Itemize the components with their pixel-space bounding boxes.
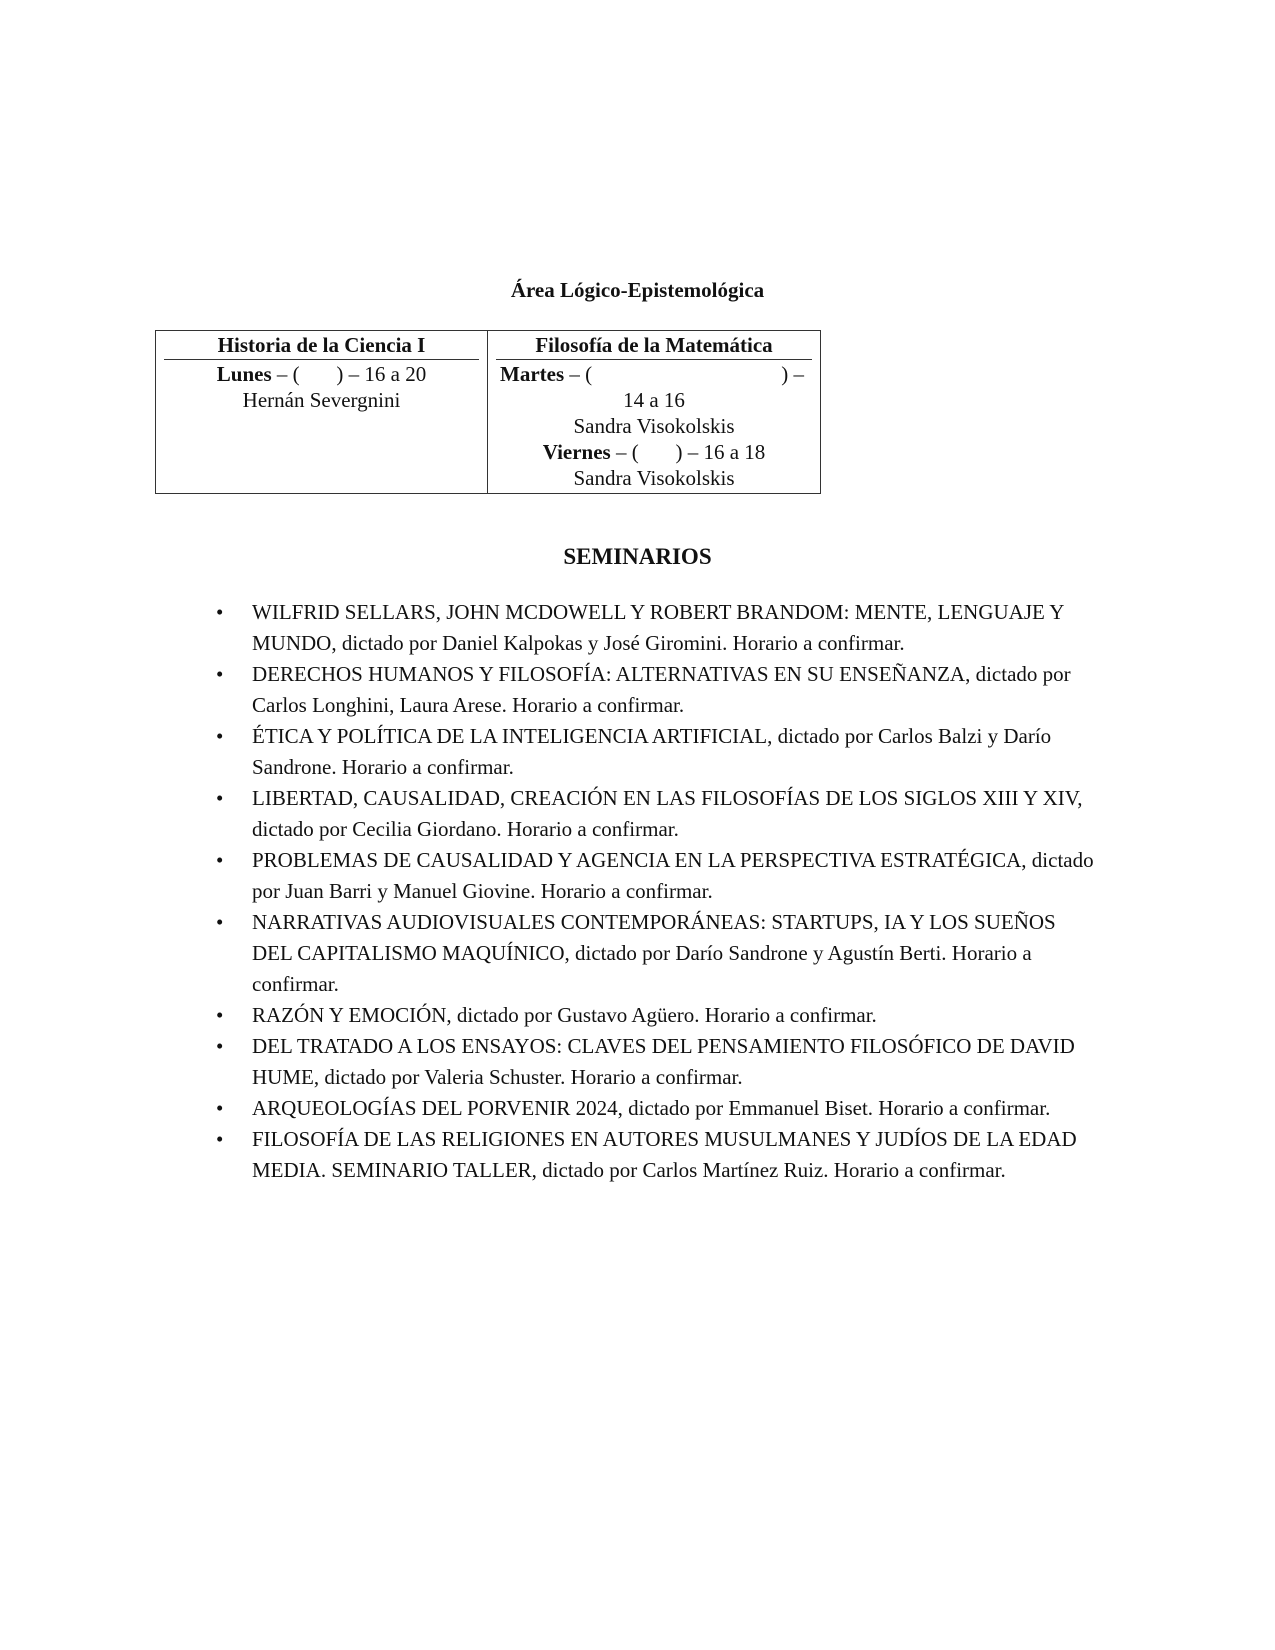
course-cell-matematica: [488, 331, 820, 493]
bullet-icon: •: [216, 786, 224, 810]
seminario-text: RAZÓN Y EMOCIÓN, dictado por Gustavo Agüero. Horario a confirmar.: [252, 1003, 877, 1027]
schedule-time: – ( ) – 16 a 20: [271, 362, 427, 386]
teacher-name: Sandra Visokolskis: [573, 414, 735, 438]
list-item: [216, 1031, 1096, 1093]
teacher-name: Sandra Visokolskis: [573, 466, 735, 490]
seminario-text: ARQUEOLOGÍAS DEL PORVENIR 2024, dictado por Emmanuel Biset. Horario a confirmar.: [252, 1096, 1051, 1120]
bullet-icon: •: [216, 1003, 224, 1027]
list-item: [216, 1124, 1096, 1186]
course-heading: Historia de la Ciencia I: [164, 331, 479, 360]
bullet-icon: •: [216, 600, 224, 624]
list-item: [216, 721, 1096, 783]
seminario-text: ÉTICA Y POLÍTICA DE LA INTELIGENCIA ARTIFICIAL, dictado por Carlos Balzi y Darío Sandrone. Horario a confirmar.: [252, 724, 1052, 779]
schedule-line: [496, 439, 812, 465]
course-table: [155, 330, 821, 494]
course-heading: Filosofía de la Matemática: [496, 331, 812, 360]
schedule-day: Martes: [500, 362, 565, 386]
bullet-icon: •: [216, 910, 224, 934]
bullet-icon: •: [216, 724, 224, 748]
schedule-close: ) –: [781, 362, 804, 386]
seminarios-title: SEMINARIOS: [563, 544, 712, 569]
schedule-line: [496, 361, 812, 387]
bullet-icon: •: [216, 848, 224, 872]
list-item: [216, 659, 1096, 721]
seminarios-list: [216, 597, 1096, 1186]
schedule-open: – (: [564, 362, 593, 386]
area-title: Área Lógico-Epistemológica: [510, 278, 765, 302]
seminario-text: FILOSOFÍA DE LAS RELIGIONES EN AUTORES MUSULMANES Y JUDÍOS DE LA EDAD MEDIA. SEMINARIO TALLER, dictado por Carlos Martínez Ruiz. Horario a confirmar.: [252, 1127, 1077, 1182]
course-cell-historia: [156, 331, 488, 493]
list-item: [216, 1093, 1096, 1124]
teacher-name: Hernán Severgnini: [242, 388, 401, 412]
bullet-icon: •: [216, 1034, 224, 1058]
seminario-text: NARRATIVAS AUDIOVISUALES CONTEMPORÁNEAS: STARTUPS, IA Y LOS SUEÑOS DEL CAPITALISMO MAQUÍNICO, dictado por Darío Sandrone y Agustín Berti. Horario a confirmar.: [252, 910, 1056, 996]
seminario-text: LIBERTAD, CAUSALIDAD, CREACIÓN EN LAS FILOSOFÍAS DE LOS SIGLOS XIII Y XIV, dictado por Cecilia Giordano. Horario a confirmar.: [252, 786, 1083, 841]
list-item: [216, 1000, 1096, 1031]
bullet-icon: •: [216, 1127, 224, 1151]
schedule-day: Lunes: [216, 362, 272, 386]
schedule-day: Viernes: [542, 440, 611, 464]
schedule-time: – ( ) – 16 a 18: [610, 440, 766, 464]
list-item: [216, 907, 1096, 1000]
list-item: [216, 783, 1096, 845]
schedule-line: [164, 361, 479, 387]
bullet-icon: •: [216, 1096, 224, 1120]
seminario-text: PROBLEMAS DE CAUSALIDAD Y AGENCIA EN LA PERSPECTIVA ESTRATÉGICA, dictado por Juan Barri y Manuel Giovine. Horario a confirmar.: [252, 848, 1094, 903]
list-item: [216, 845, 1096, 907]
seminario-text: DERECHOS HUMANOS Y FILOSOFÍA: ALTERNATIVAS EN SU ENSEÑANZA, dictado por Carlos Longhini, Laura Arese. Horario a confirmar.: [252, 662, 1071, 717]
schedule-hours: 14 a 16: [623, 388, 685, 412]
list-item: [216, 597, 1096, 659]
bullet-icon: •: [216, 662, 224, 686]
seminario-text: DEL TRATADO A LOS ENSAYOS: CLAVES DEL PENSAMIENTO FILOSÓFICO DE DAVID HUME, dictado por Valeria Schuster. Horario a confirmar.: [252, 1034, 1075, 1089]
seminario-text: WILFRID SELLARS, JOHN MCDOWELL Y ROBERT BRANDOM: MENTE, LENGUAJE Y MUNDO, dictado por Daniel Kalpokas y José Giromini. Horario a confirmar.: [252, 600, 1064, 655]
